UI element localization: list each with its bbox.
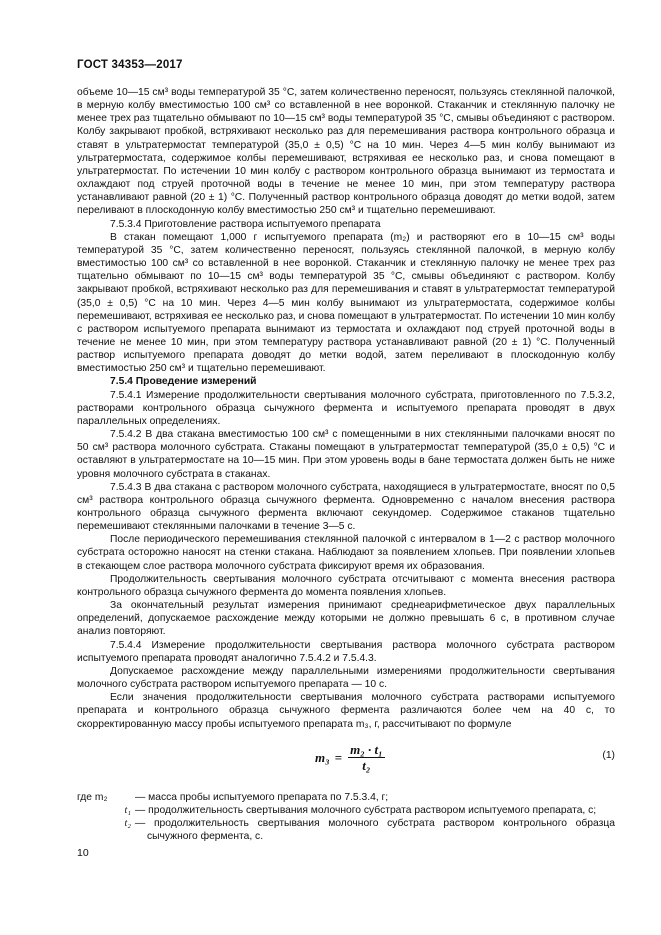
formula-equals: =	[334, 749, 343, 765]
paragraph-test-solution: В стакан помещают 1,000 г испытуемого препарата (m₂) и растворяют его в 10—15 см³ воды температурой 35 °С, затем количественно переносят, пользуясь стеклянной палочкой, в мерную колбу вместимостью 100 см³ со вставленной в нее воронкой. Стаканчик и стеклянную палочку не менее трех раз тщательно обмывают по 10—15 см³ воды температурой 35 °С, смывы объединяют с раствором. Колбу закрывают пробкой, встряхивают несколько раз для перемешивания и ставят в ультратермостат температурой (35,0 ± 0,5) °С на 10 мин. Через 4—5 мин колбу вынимают из ультратермостата, содержимое колбы перемешивают, встряхивая ее несколько раз, и снова помещают в ультратермостат. По истечении 10 мин колбу с раствором испытуемого препарата вынимают из термостата и охлаждают под струей проточной воды в течение не менее 10 мин, при этом температуру раствора устанавливают равной (20 ± 1) °С. Полученный раствор испытуемого препарата доводят до метки водой, затем переливают в плоскодонную колбу вместимостью 250 см³ и тщательно перемешивают.	[77, 231, 615, 375]
formula-lhs: m₃	[315, 749, 330, 765]
formula-fraction	[348, 743, 385, 772]
paragraph-7-5-4-2: 7.5.4.2 В два стакана вместимостью 100 см³ с помещенными в них стеклянными палочками вносят по 50 см³ раствора молочного субстрата. Стаканы помещают в ультратермостат температурой (35,0 ± 0,5) °С и оставляют в ультратермостате на 10—15 мин. При этом уровень воды в бане термостата должен быть не ниже уровня молочного субстрата в стаканах.	[77, 429, 615, 480]
section-heading-7-5-4: 7.5.4 Проведение измерений	[110, 376, 257, 388]
formula-block	[77, 739, 615, 783]
paragraph-flakes: После периодического перемешивания стеклянной палочкой с интервалом в 1—2 с раствор молочного субстрата осторожно наносят на стенки стакана. Наблюдают за появлением хлопьев. При появлении хлопьев в стекающем слое раствора молочного субстрата фиксируют время их образования.	[77, 534, 615, 572]
paragraph-formula-intro: Если значения продолжительности свертывания молочного субстрата растворами испытуемого препарата и контрольного образца сычужного фермента различаются более чем на 40 с, то скорректированную массу пробы испытуемого препарата m₃, г, рассчитывают по формуле	[77, 692, 615, 730]
formula-number: (1)	[602, 749, 615, 761]
section-heading-7-5-3-4: 7.5.3.4 Приготовление раствора испытуемого препарата	[110, 218, 381, 230]
paragraph-continuation: объеме 10—15 см³ воды температурой 35 °С, затем количественно переносят, пользуясь стеклянной палочкой, в мерную колбу вместимостью 100 см³ со вставленной в нее воронкой. Стаканчик и стеклянную палочку не менее трех раз тщательно обмывают по 10—15 см³ воды температурой 35 °С, смывы объединяют с раствором. Колбу закрывают пробкой, встряхивают несколько раз для перемешивания раствора контрольного образца и ставят в ультратермостат температурой (35,0 ± 0,5) °С на 10 мин. Через 4—5 мин колбу вынимают из ультратермостата, содержимое колбы перемешивают, встряхивая ее несколько раз, и снова помещают в ультратермостат. По истечении 10 мин колбу с раствором контрольного образца вынимают из термостата и охлаждают под струей проточной воды в течение не менее 10 мин, при этом температуру раствора устанавливают равной (20 ± 1) °С. Полученный раствор контрольного образца доводят до метки водой, затем переливают в плоскодонную колбу вместимостью 250 см³ и тщательно перемешивают.	[77, 87, 615, 217]
where-text: — продолжительность свертывания молочного субстрата раствором контрольного образца сычужного фермента, с.	[135, 817, 615, 843]
standard-header: ГОСТ 34353—2017	[77, 59, 183, 71]
where-row-t1	[77, 804, 615, 817]
where-key: t₁	[124, 804, 131, 816]
formula-denominator: t₂	[362, 757, 371, 773]
where-row-m2	[77, 791, 615, 804]
formula-numerator: m₂ · t₁	[350, 741, 383, 757]
page-number: 10	[77, 847, 89, 859]
paragraph-duration: Продолжительность свертывания молочного субстрата отсчитывают с момента внесения раствора контрольного образца сычужного фермента до момента появления хлопьев.	[77, 573, 615, 598]
where-text: — продолжительность свертывания молочного субстрата раствором испытуемого препарата, с;	[135, 804, 597, 816]
paragraph-7-5-4-4: 7.5.4.4 Измерение продолжительности свертывания раствора молочного субстрата раствором испытуемого препарата проводят аналогично 7.5.4.2 и 7.5.4.3.	[77, 639, 615, 664]
where-key: t₂	[124, 817, 131, 829]
paragraph-7-5-4-1: 7.5.4.1 Измерение продолжительности свертывания молочного субстрата, приготовленного по 7.5.3.2, растворами контрольного образца сычужного фермента и испытуемого препарата проводят в двух параллельных определениях.	[77, 389, 615, 427]
where-text: — масса пробы испытуемого препарата по 7.5.3.4, г;	[135, 791, 389, 803]
where-key: где m₂	[77, 791, 108, 803]
paragraph-7-5-4-3: 7.5.4.3 В два стакана с раствором молочного субстрата, находящиеся в ультратермостате, вносят по 0,5 см³ раствора контрольного образца сычужного фермента. Одновременно с началом внесения раствора контрольного образца сычужного фермента включают секундомер. Содержимое стаканов тщательно перемешивают стеклянными палочками в течение 3—5 с.	[77, 481, 615, 533]
paragraph-tolerance: Допускаемое расхождение между параллельными измерениями продолжительности свертывания молочного субстрата раствором испытуемого препарата — 10 с.	[77, 665, 615, 691]
formula	[315, 743, 385, 772]
paragraph-final-result: За окончательный результат измерения принимают среднеарифметическое двух параллельных определений, допускаемое расхождение между которыми не должно превышать 6 с, в противном случае анализ повторяют.	[77, 600, 615, 638]
where-row-t2	[77, 817, 615, 843]
page-content	[77, 86, 615, 843]
